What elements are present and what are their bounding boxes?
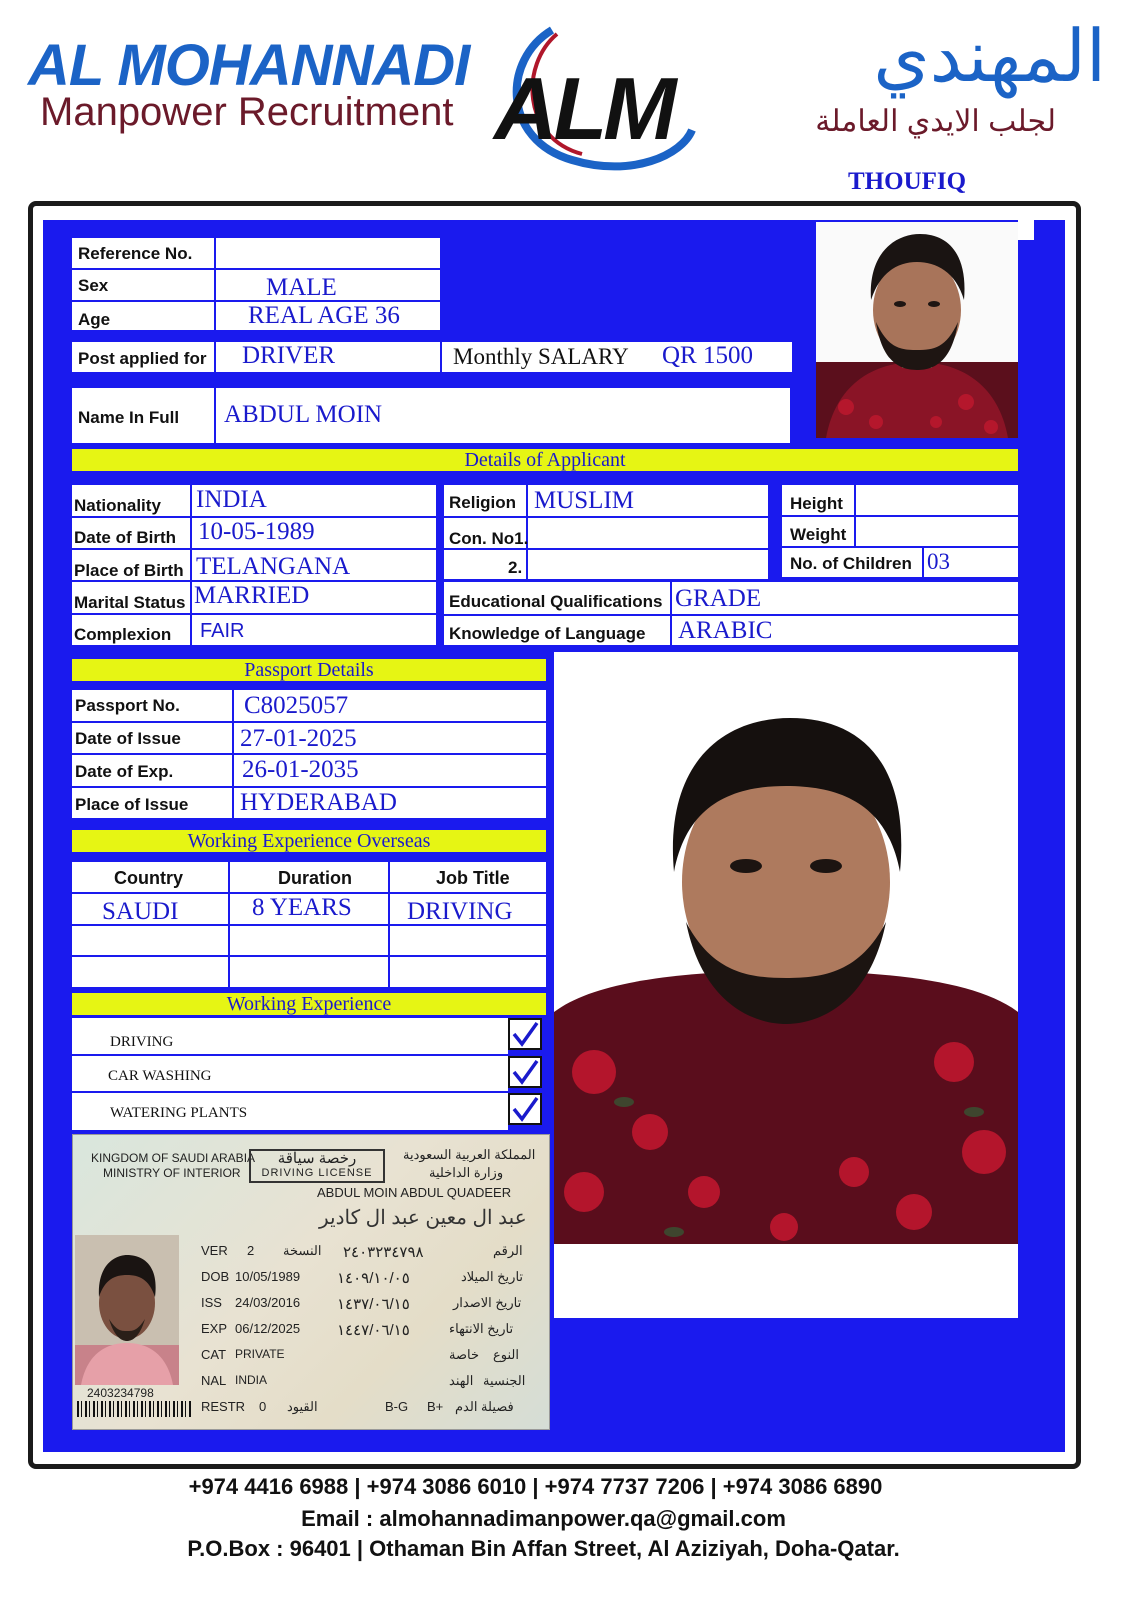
experience-item: CAR WASHING bbox=[108, 1068, 212, 1084]
con2-label: 2. bbox=[508, 558, 523, 577]
passport-place-value: HYDERABAD bbox=[240, 789, 397, 816]
reference-label: Reference No. bbox=[78, 244, 193, 263]
license-kingdom-en: KINGDOM OF SAUDI ARABIA bbox=[91, 1151, 256, 1165]
license-row bbox=[201, 1347, 541, 1373]
license-row bbox=[201, 1295, 541, 1321]
panel-gap bbox=[1018, 220, 1034, 240]
license-title-en: DRIVING LICENSE bbox=[261, 1167, 373, 1179]
overseas-cell: 8 YEARS bbox=[252, 894, 352, 921]
experience-item: WATERING PLANTS bbox=[110, 1105, 248, 1121]
company-name-ar: المهندي bbox=[873, 17, 1106, 97]
passport-place-label: Place of Issue bbox=[75, 795, 189, 814]
license-row-value: 06/12/2025 bbox=[235, 1321, 301, 1336]
post-label: Post applied for bbox=[78, 349, 207, 368]
nationality-value: INDIA bbox=[196, 486, 267, 513]
license-row-ar-value: ١٤٣٧/٠٦/١٥ bbox=[337, 1296, 410, 1313]
overseas-cell: SAUDI bbox=[102, 898, 179, 925]
license-fields bbox=[201, 1243, 541, 1425]
marital-value: MARRIED bbox=[194, 582, 310, 609]
license-holder-en: ABDUL MOIN ABDUL QUADEER bbox=[317, 1185, 512, 1200]
license-holder-ar: عبد ال معين عبد ال كادير bbox=[319, 1207, 527, 1229]
license-row-ar-value-label: تاريخ الانتهاء bbox=[449, 1321, 514, 1336]
footer-address: P.O.Box : 96401 | Othaman Bin Affan Street, Al Aziziyah, Doha-Qatar. bbox=[187, 1536, 900, 1561]
license-row-ar-value-label: الجنسية bbox=[483, 1373, 526, 1388]
license-ministry-en: MINISTRY OF INTERIOR bbox=[103, 1166, 241, 1180]
license-row-ar-value-label: تاريخ الميلاد bbox=[461, 1269, 524, 1284]
experience-item: DRIVING bbox=[110, 1034, 174, 1050]
license-row-label: VER bbox=[201, 1243, 228, 1258]
footer-email: Email : almohannadimanpower.qa@gmail.com bbox=[301, 1506, 786, 1531]
license-row-value: INDIA bbox=[235, 1373, 268, 1387]
license-title-box bbox=[249, 1149, 385, 1183]
overseas-cell: DRIVING bbox=[407, 898, 513, 925]
sex-value: MALE bbox=[266, 274, 337, 301]
children-label: No. of Children bbox=[790, 554, 912, 573]
license-row bbox=[201, 1269, 541, 1295]
license-id-number: 2403234798 bbox=[87, 1386, 154, 1400]
overseas-header-job: Job Title bbox=[436, 868, 510, 888]
marital-label: Marital Status bbox=[74, 593, 186, 612]
passport-issue-value: 27-01-2025 bbox=[240, 725, 357, 752]
license-blood-type: B+ bbox=[427, 1399, 444, 1414]
company-name-en: AL MOHANNADI bbox=[28, 33, 470, 98]
passport-title: Passport Details bbox=[72, 659, 546, 681]
license-title-ar: رخصة سياقة bbox=[277, 1150, 357, 1167]
passport-issue-label: Date of Issue bbox=[75, 729, 181, 748]
lang-label: Knowledge of Language bbox=[449, 624, 646, 643]
nationality-label: Nationality bbox=[74, 496, 161, 515]
pob-value: TELANGANA bbox=[196, 553, 351, 580]
edu-label: Educational Qualifications bbox=[449, 592, 663, 611]
logo-text: ALM bbox=[494, 59, 673, 158]
height-label: Height bbox=[790, 494, 843, 513]
license-blood-value: B-G bbox=[385, 1399, 409, 1414]
weight-label: Weight bbox=[790, 525, 847, 544]
license-row-ar-value-label: النوع bbox=[493, 1347, 519, 1362]
license-row-ar-label: النسخة bbox=[283, 1243, 322, 1258]
overseas-header-duration: Duration bbox=[278, 868, 352, 888]
passport-no-label: Passport No. bbox=[75, 696, 180, 715]
agent-name: THOUFIQ bbox=[848, 168, 967, 195]
license-row-value: 24/03/2016 bbox=[235, 1295, 301, 1310]
con1-label: Con. No1. bbox=[449, 529, 529, 548]
license-row-ar-value: ١٤٠٩/١٠/٠٥ bbox=[337, 1270, 410, 1287]
experience-title: Working Experience bbox=[72, 993, 546, 1015]
license-row-ar-value-label: الرقم bbox=[493, 1243, 523, 1258]
alm-logo bbox=[492, 20, 722, 180]
overseas-title: Working Experience Overseas bbox=[72, 830, 546, 852]
checkbox-driving[interactable] bbox=[508, 1018, 542, 1050]
license-row-label: EXP bbox=[201, 1321, 228, 1336]
driving-license-card bbox=[72, 1134, 550, 1430]
license-row-value: PRIVATE bbox=[235, 1347, 285, 1361]
name-label: Name In Full bbox=[78, 408, 180, 427]
license-restr-label: RESTR bbox=[201, 1399, 246, 1414]
complexion-label: Complexion bbox=[74, 625, 172, 644]
post-value: DRIVER bbox=[242, 342, 336, 369]
salary-label: Monthly SALARY bbox=[453, 344, 629, 369]
license-row bbox=[201, 1321, 541, 1347]
license-row bbox=[201, 1373, 541, 1399]
license-row bbox=[201, 1399, 541, 1425]
sex-label: Sex bbox=[78, 276, 109, 295]
details-title: Details of Applicant bbox=[72, 449, 1018, 471]
license-row-ar-value: ٢٤٠٣٢٣٤٧٩٨ bbox=[343, 1244, 424, 1261]
complexion-value: FAIR bbox=[200, 620, 245, 642]
age-label: Age bbox=[78, 310, 111, 329]
license-row-ar-value: خاصة bbox=[449, 1347, 480, 1362]
license-photo bbox=[75, 1235, 179, 1385]
barcode-icon bbox=[77, 1401, 193, 1417]
license-row-label: ISS bbox=[201, 1295, 222, 1310]
license-restr-ar: القيود bbox=[287, 1399, 318, 1414]
license-row-label: CAT bbox=[201, 1347, 227, 1362]
checkbox-watering-plants[interactable] bbox=[508, 1093, 542, 1125]
dob-label: Date of Birth bbox=[74, 528, 176, 547]
license-ministry-ar: وزارة الداخلية bbox=[429, 1165, 504, 1180]
salary-value: QR 1500 bbox=[662, 342, 753, 369]
license-row-value: 2 bbox=[247, 1243, 255, 1258]
license-row-label: DOB bbox=[201, 1269, 230, 1284]
lang-value: ARABIC bbox=[678, 617, 773, 644]
license-row-ar-value: ١٤٤٧/٠٦/١٥ bbox=[337, 1322, 410, 1339]
checkmark-icon bbox=[510, 1095, 540, 1123]
company-subtitle-en: Manpower Recruitment bbox=[40, 90, 454, 134]
license-restr-value: 0 bbox=[259, 1399, 267, 1414]
dob-value: 10-05-1989 bbox=[198, 518, 315, 545]
children-value: 03 bbox=[927, 549, 950, 574]
license-blood-ar: فصيلة الدم bbox=[455, 1399, 514, 1414]
religion-label: Religion bbox=[449, 493, 517, 512]
checkmark-icon bbox=[510, 1058, 540, 1086]
passport-exp-label: Date of Exp. bbox=[75, 762, 174, 781]
license-kingdom-ar: المملكة العربية السعودية bbox=[403, 1147, 536, 1162]
passport-exp-value: 26-01-2035 bbox=[242, 756, 359, 783]
checkmark-icon bbox=[510, 1020, 540, 1048]
name-value: ABDUL MOIN bbox=[224, 401, 383, 428]
footer-phones: +974 4416 6988 | +974 3086 6010 | +974 7737 7206 | +974 3086 6890 bbox=[188, 1474, 883, 1499]
applicant-photo-small bbox=[816, 222, 1018, 438]
religion-value: MUSLIM bbox=[534, 487, 635, 514]
license-row-ar-value-label: تاريخ الاصدار bbox=[453, 1295, 522, 1310]
license-row-ar-value: الهند bbox=[449, 1373, 474, 1388]
applicant-photo-large bbox=[554, 652, 1018, 1318]
license-row bbox=[201, 1243, 541, 1269]
pob-label: Place of Birth bbox=[74, 561, 184, 580]
license-row-label: NAL bbox=[201, 1373, 227, 1388]
company-subtitle-ar: لجلب الايدي العاملة bbox=[815, 105, 1056, 138]
name-row bbox=[72, 388, 790, 443]
checkbox-car-washing[interactable] bbox=[508, 1056, 542, 1088]
passport-no-value: C8025057 bbox=[244, 692, 349, 719]
age-value: REAL AGE 36 bbox=[248, 302, 400, 329]
license-row-value: 10/05/1989 bbox=[235, 1269, 301, 1284]
edu-value: GRADE bbox=[675, 585, 762, 612]
overseas-header-country: Country bbox=[114, 868, 183, 888]
